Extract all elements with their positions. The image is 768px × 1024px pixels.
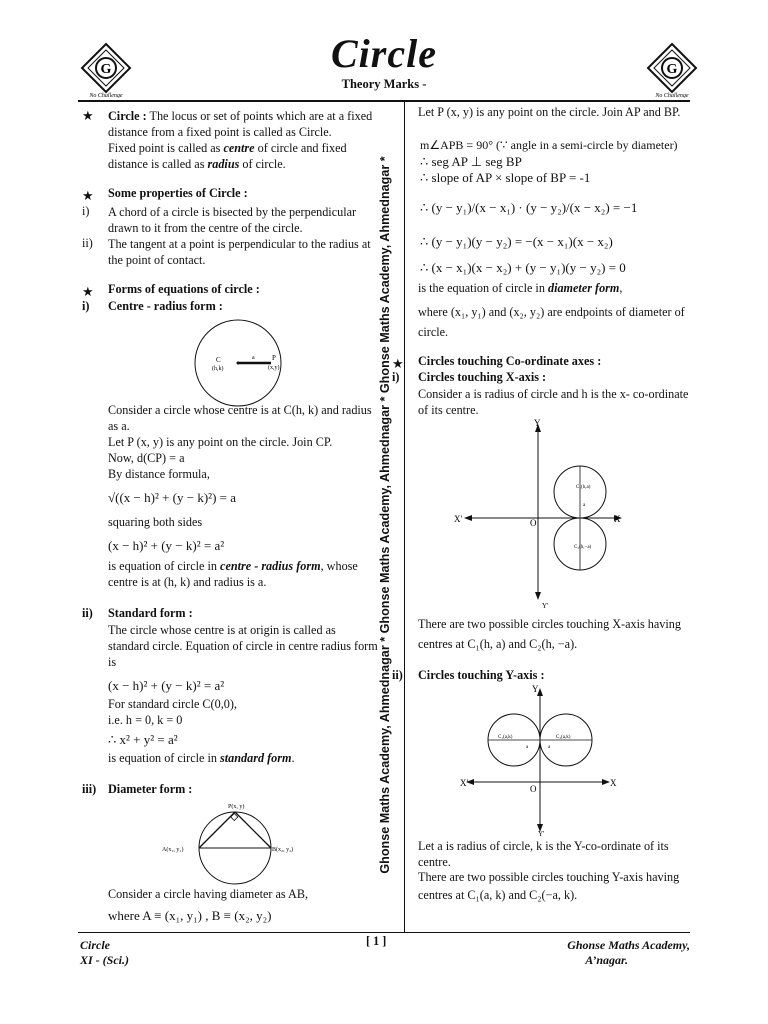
touching-x-heading: Circles touching X-axis : — [418, 370, 547, 384]
standard-conclusion: is equation of circle in standard form. — [108, 751, 295, 765]
svg-text:C₁(a,k): C₁(a,k) — [498, 735, 513, 740]
svg-text:G: G — [100, 62, 112, 77]
page-subtitle: Theory Marks - — [341, 77, 427, 91]
svg-text:No Challenge: No Challenge — [89, 93, 123, 98]
touching-y-text: Let a is radius of circle, k is the Y-co-ordinate of its centre. — [418, 839, 669, 869]
svg-text:X': X' — [454, 514, 463, 524]
angle-equation: m∠APB = 90° (∵ angle in a semi-circle by diameter) — [420, 138, 678, 152]
star-bullet: ★ — [392, 356, 404, 371]
svg-text:a: a — [583, 503, 586, 508]
svg-text:a: a — [526, 745, 529, 750]
svg-text:C: C — [216, 356, 221, 364]
svg-text:No Challenge: No Challenge — [655, 93, 689, 98]
svg-text:Y': Y' — [538, 830, 545, 838]
column-divider — [404, 102, 405, 932]
property-2: The tangent at a point is perpendicular to the radius at the point of contact. — [108, 237, 371, 267]
list-number: i) — [82, 204, 90, 218]
endpoints-text: where (x₁, y₁) and (x₂, y₂) are endpoints of diameter of circle. — [418, 305, 685, 339]
svg-text:X: X — [610, 778, 617, 788]
touching-y-conclusion: There are two possible circles touching Y-axis having centres at C₁(a, k) and C₂(−a, k). — [418, 870, 680, 902]
product-equation: ∴ (y − y₁)(y − y₂) = −(x − x₁)(x − x₂) — [420, 234, 613, 249]
centre-radius-conclusion: is equation of circle in centre - radius form, whose centre is at (h, k) and radius is a. — [108, 559, 358, 589]
list-number: ii) — [82, 236, 93, 250]
footer-class: XI - (Sci.) — [80, 953, 129, 967]
diameter-conclusion: is the equation of circle in diameter form, — [418, 281, 623, 295]
star-bullet: ★ — [82, 284, 94, 299]
svg-text:B(x₂, y₂): B(x₂, y₂) — [272, 847, 294, 853]
centre-radius-heading: Centre - radius form : — [108, 299, 223, 313]
centre-radius-text: Consider a circle whose centre is at C(h, k) and radius as a. Let P (x, y) is any point on the circle. Join CP. Now, d(CP) = a By distance formula, — [108, 403, 372, 481]
header-rule — [78, 100, 690, 102]
touching-x-conclusion: There are two possible circles touching X-axis having centres at C₁(h, a) and C₂(h, −a). — [418, 617, 681, 651]
svg-text:Y: Y — [534, 418, 541, 428]
svg-text:(h,k): (h,k) — [212, 366, 224, 372]
page-title: Circle — [331, 31, 437, 76]
distance-equation: √((x − h)² + (y − k)²) = a — [108, 490, 237, 505]
fraction-equation: ∴ (y − y₁)/(x − x₁) · (y − y₂)/(x − x₂) = −1 — [420, 200, 638, 215]
list-number: ii) — [82, 606, 93, 620]
footer-chapter: Circle — [80, 938, 110, 952]
svg-text:X': X' — [460, 778, 469, 788]
svg-text:Y: Y — [532, 684, 539, 694]
svg-text:P(x, y): P(x, y) — [228, 804, 245, 810]
standard-circle-text: For standard circle C(0,0), i.e. h = 0, k = 0 — [108, 697, 237, 727]
slope-equation: ∴ slope of AP × slope of BP = -1 — [420, 170, 591, 185]
squaring-text: squaring both sides — [108, 515, 203, 529]
svg-text:P: P — [272, 354, 276, 362]
standard-form-text: The circle whose centre is at origin is called as standard circle. Equation of circle in centre radius form is — [108, 623, 378, 669]
properties-heading: Some properties of Circle : — [108, 186, 248, 200]
diameter-text: Consider a circle having diameter as AB, — [108, 887, 309, 901]
standard-equation-general: (x − h)² + (y − k)² = a² — [108, 678, 225, 693]
standard-form-heading: Standard form : — [108, 606, 193, 620]
touching-x-text: Consider a is radius of circle and h is the x- co-ordinate of its centre. — [418, 387, 689, 417]
list-number: i) — [392, 370, 400, 384]
touching-axes-heading: Circles touching Co-ordinate axes : — [418, 354, 602, 368]
perpendicular-equation: ∴ seg AP ⊥ seg BP — [420, 154, 522, 169]
page-number: [ 1 ] — [366, 934, 387, 948]
svg-text:C₂(a,k): C₂(a,k) — [556, 735, 571, 740]
list-number: i) — [82, 299, 90, 313]
touching-y-heading: Circles touching Y-axis : — [418, 668, 545, 682]
svg-text:C₂(h,−a): C₂(h,−a) — [574, 545, 592, 550]
list-number: iii) — [82, 782, 97, 796]
svg-text:A(x₁, y₁): A(x₁, y₁) — [162, 847, 184, 853]
join-ap-bp-text: Let P (x, y) is any point on the circle. Join AP and BP. — [418, 105, 681, 119]
svg-text:O: O — [530, 518, 537, 528]
touching-y-axis-figure — [456, 682, 626, 838]
circle-definition: Circle : The locus or set of points which are at a fixed distance from a fixed point is called as Circle. Fixed point is called as centre of circle and fixed distance is called as radius of circle. — [108, 109, 373, 171]
centre-radius-equation: (x − h)² + (y − k)² = a² — [108, 538, 225, 553]
svg-text:(x,y): (x,y) — [268, 365, 280, 371]
centre-radius-figure — [168, 318, 308, 408]
svg-text:O: O — [530, 784, 537, 794]
footer-rule — [78, 932, 690, 933]
diameter-equation: ∴ (x − x₁)(x − x₂) + (y − y₁)(y − y₂) = 0 — [420, 260, 626, 275]
svg-text:G: G — [666, 62, 678, 77]
touching-x-axis-figure — [450, 418, 630, 608]
svg-text:Y': Y' — [542, 602, 549, 608]
star-bullet: ★ — [82, 188, 94, 203]
footer-academy: Ghonse Maths Academy, — [567, 938, 690, 952]
diameter-form-figure — [160, 796, 310, 886]
footer-city: A’nagar. — [585, 953, 628, 967]
svg-text:X: X — [614, 514, 621, 524]
star-bullet: ★ — [82, 108, 94, 123]
standard-equation: ∴ x² + y² = a² — [108, 732, 178, 747]
svg-text:a: a — [252, 355, 255, 361]
diameter-endpoints: where A ≡ (x₁, y₁) , B ≡ (x₂, y₂) — [108, 908, 272, 923]
svg-text:a: a — [548, 745, 551, 750]
list-number: ii) — [392, 668, 403, 682]
svg-text:C₁(h,a): C₁(h,a) — [576, 485, 591, 490]
forms-heading: Forms of equations of circle : — [108, 282, 260, 296]
property-1: A chord of a circle is bisected by the perpendicular drawn to it from the centre of the circle. — [108, 205, 357, 235]
diameter-form-heading: Diameter form : — [108, 782, 193, 796]
